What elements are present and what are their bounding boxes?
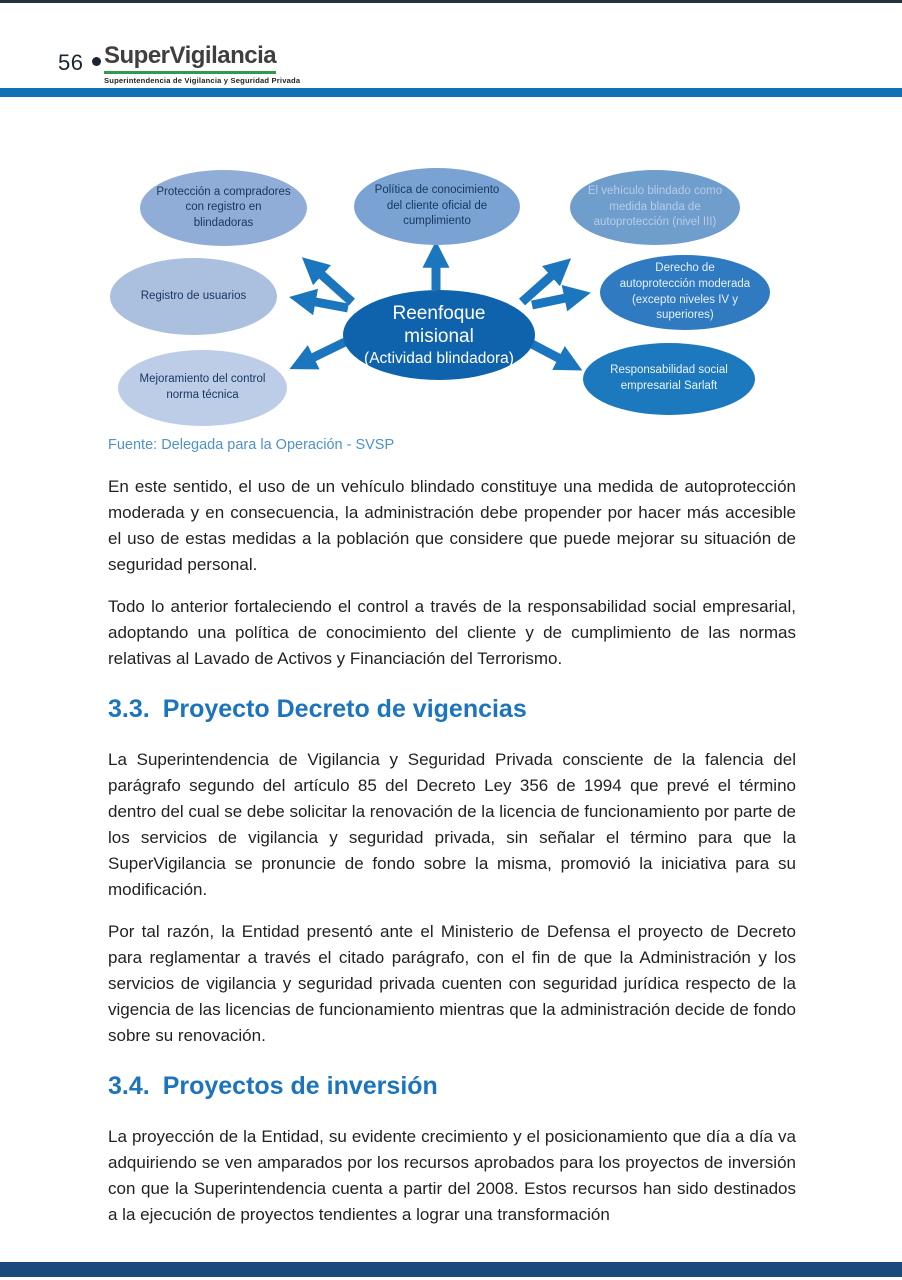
arrow-left-icon [305,300,348,308]
paragraph-proyeccion-entidad: La proyección de la Entidad, su evidente crecimiento y el posicionamiento que día a día va adquiriendo se ven amparados por los recursos aprobados para los proyectos de inversión con que la Superintendencia cuenta a partir del 2008. Estos recursos han sido destinados a la ejecución de proyectos tendientes a lograr una transformación [108,1127,796,1224]
node-label: El vehículo blindado como medida blanda de autoprotección (nivel III) [587,185,723,229]
supervigilancia-logo [104,42,300,85]
page-number-block [58,50,101,76]
arrow-right-icon [532,296,575,305]
center-node-title: Reenfoque misional [392,302,486,348]
page-number: 56 [58,50,84,75]
paragraph-decreto-ley: La Superintendencia de Vigilancia y Seguridad Privada consciente de la falencia del parágrafo segundo del artículo 85 del Decreto Ley 356 de 1994 que prevé el término dentro del cual se debe solicitar la renovación de la licencia de funcionamiento por parte de los servicios de vigilancia y seguridad privada, sin señalar el término para que la SuperVigilancia se pronuncie de fondo sobre la misma, promovió la iniciativa para su modificación. [108,750,796,899]
page-top-border [0,0,902,3]
diagram-node-proteccion-compradores [140,170,307,246]
diagram-node-politica-conocimiento [354,168,520,245]
node-label: Registro de usuarios [140,289,247,302]
body-content [108,474,796,1244]
diagram-node-derecho-autoproteccion [600,255,770,330]
paragraph-responsabilidad-social: Todo lo anterior fortaleciendo el control a través de la responsabilidad social empresarial, adoptando una política de conocimiento del cliente y de cumplimiento de las normas relativas al Lavado de Activos y Financiación del Terrorismo. [108,597,796,668]
arrow-bottom-right-icon [530,343,568,363]
node-label: Política de conocimiento del cliente oficial de cumplimiento [374,184,500,228]
node-label: Mejoramiento del control norma técnica [139,373,266,401]
arrow-bottom-left-icon [304,342,345,362]
diagram-node-responsabilidad-social [583,343,755,415]
header-divider-bar [0,88,902,97]
diagram-node-mejoramiento-control [118,350,287,426]
figure-source-caption: Fuente: Delegada para la Operación - SVSP [108,437,395,453]
footer-bar [0,1262,902,1277]
section-title: Proyectos de inversión [162,1072,438,1100]
section-heading-3-3 [108,694,796,725]
bullet-icon [92,57,101,66]
logo-title: SuperVigilancia [104,42,276,74]
node-label: Protección a compradores con registro en blindadoras [156,185,291,229]
diagram-node-vehiculo-blindado [570,170,740,245]
paragraph-vehiculo-blindado: En este sentido, el uso de un vehículo blindado constituye una medida de autoprotección moderada y en consecuencia, la administración debe propender por hacer más accesible el uso de estas medidas a la población que considere que puede mejorar su situación de seguridad personal. [108,477,796,574]
section-number: 3.4. [108,1072,150,1100]
paragraph-ministerio-defensa: Por tal razón, la Entidad presentó ante el Ministerio de Defensa el proyecto de Decreto para reglamentar a través el citado parágrafo, con el fin de que la Administración y los servicios de vigilancia y seguridad privada cuenten con seguridad jurídica respecto de la vigencia de las licencias de funcionamiento mientras que la administración decide de fondo sobre su renovación. [108,922,796,1045]
arrow-top-left-icon [314,268,352,302]
mission-refocus-diagram [0,165,902,433]
node-label: Responsabilidad social empresarial Sarlaft [610,364,728,392]
diagram-node-registro-usuarios [110,258,277,335]
logo-subtitle: Superintendencia de Vigilancia y Seguridad Privada [104,76,301,85]
section-title: Proyecto Decreto de vigencias [162,695,527,723]
diagram-node-center-reenfoque [343,290,535,380]
section-number: 3.3. [108,695,150,723]
center-node-subtitle: (Actividad blindadora) [364,350,514,368]
section-heading-3-4 [108,1071,796,1102]
node-label: Derecho de autoprotección moderada (excepto niveles IV y superiores) [619,262,751,322]
